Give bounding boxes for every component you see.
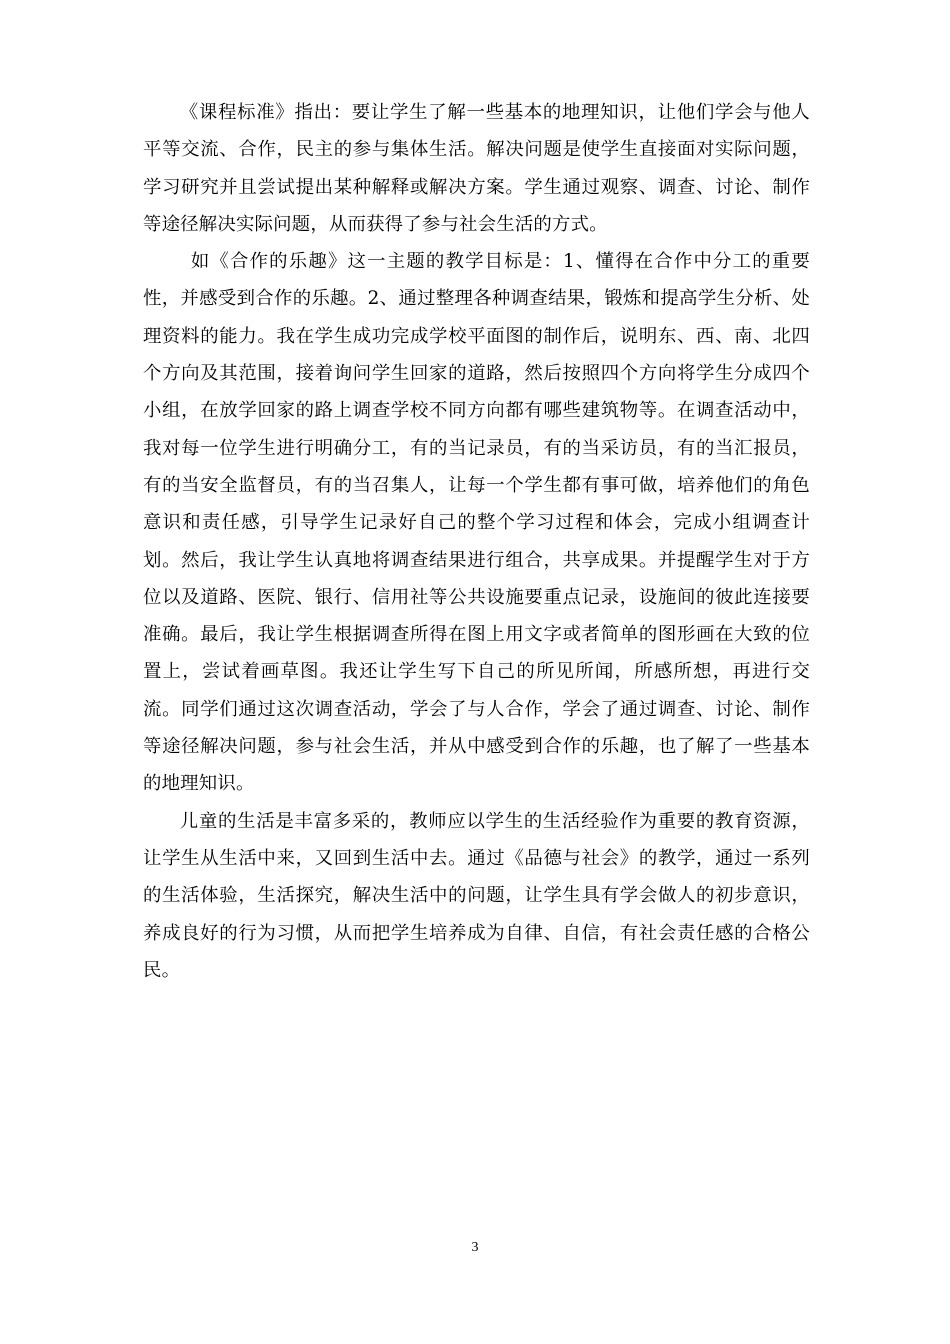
- paragraph-curriculum-standard: 《课程标准》指出：要让学生了解一些基本的地理知识，让他们学会与他人平等交流、合作，民主的参与集体生活。解决问题是使学生直接面对实际问题，学习研究并且尝试提出某种解释或解决方案。学生通过观察、调查、讨论、制作等途径解决实际问题，从而获得了参与社会生活的方式。: [143, 102, 810, 235]
- paragraph-children-life: 儿童的生活是丰富多采的，教师应以学生的生活经验作为重要的教育资源，让学生从生活中来，又回到生活中去。通过《品德与社会》的教学，通过一系列的生活体验，生活探究，解决生活中的问题，让学生具有学会做人的初步意识，养成良好的行为习惯，从而把学生培养成为自律、自信，有社会责任感的合格公民。: [143, 810, 810, 981]
- page-number: 3: [471, 1240, 479, 1255]
- document-body: [143, 94, 810, 989]
- paragraph-cooperation-example: 如《合作的乐趣》这一主题的教学目标是：1、懂得在合作中分工的重要性，并感受到合作的乐趣。2、通过整理各种调查结果，锻炼和提高学生分析、处理资料的能力。我在学生成功完成学校平面图的制作后，说明东、西、南、北四个方向及其范围，接着询问学生回家的道路，然后按照四个方向将学生分成四个小组，在放学回家的路上调查学校不同方向都有哪些建筑物等。在调查活动中，我对每一位学生进行明确分工，有的当记录员，有的当采访员，有的当汇报员，有的当安全监督员，有的当召集人，让每一个学生都有事可做，培养他们的角色意识和责任感，引导学生记录好自己的整个学习过程和体会，完成小组调查计划。然后，我让学生认真地将调查结果进行组合，共享成果。并提醒学生对于方位以及道路、医院、银行、信用社等公共设施要重点记录，设施间的彼此连接要准确。最后，我让学生根据调查所得在图上用文字或者简单的图形画在大致的位置上，尝试着画草图。我还让学生写下自己的所见所闻，所感所想，再进行交流。同学们通过这次调查活动，学会了与人合作，学会了通过调查、讨论、制作等途径解决问题，参与社会生活，并从中感受到合作的乐趣，也了解了一些基本的地理知识。: [143, 251, 810, 795]
